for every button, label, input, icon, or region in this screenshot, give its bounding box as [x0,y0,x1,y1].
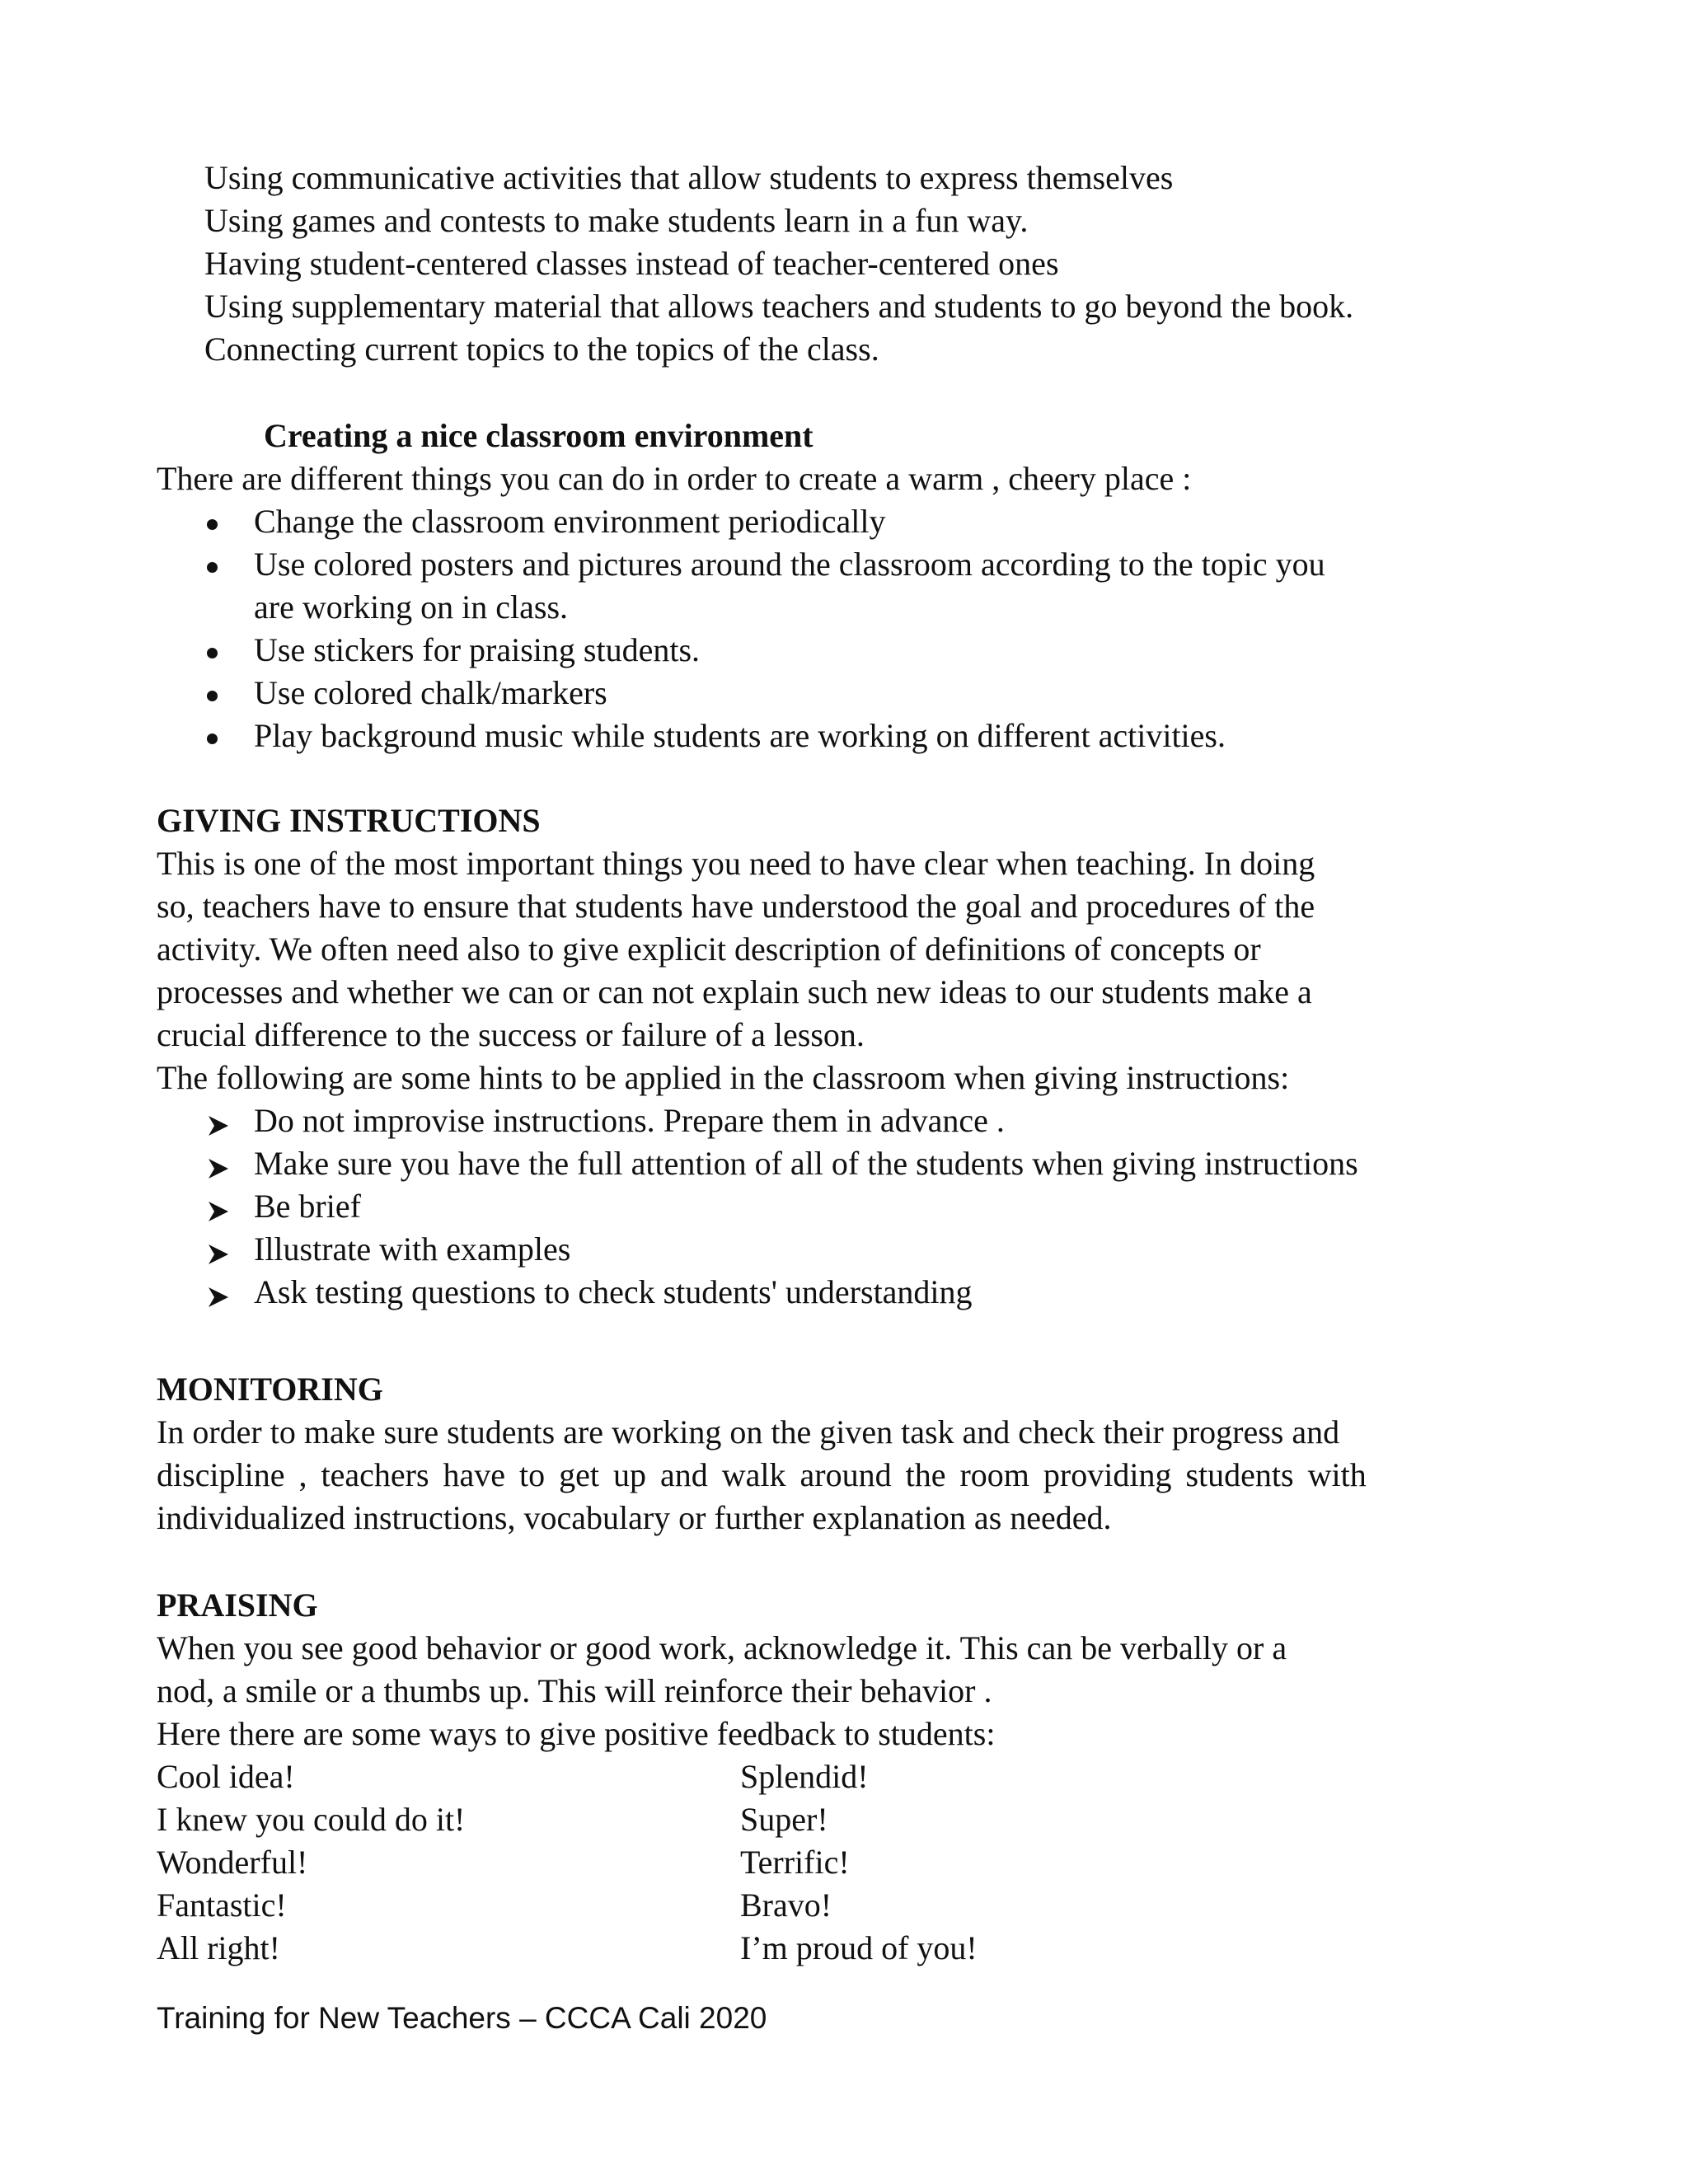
instruction-hint: Illustrate with examples [254,1230,571,1268]
intro-line: Connecting current topics to the topics of the class. [204,330,879,368]
praising-line: When you see good behavior or good work, acknowledge it. This can be verbally or a [157,1629,1287,1666]
bullet-dot-icon [207,648,218,658]
instructions-paragraph-line: This is one of the most important things you need to have clear when teaching. In doing [157,845,1315,882]
praising-line: Here there are some ways to give positive feedback to students: [157,1715,996,1752]
bullet-dot-icon [207,691,218,701]
feedback-phrase: Super! [740,1801,828,1838]
feedback-phrase: Cool idea! [157,1758,295,1795]
bullet-dot-icon [207,733,218,744]
intro-line: Using communicative activities that allow students to express themselves [204,159,1174,196]
instructions-paragraph-line: activity. We often need also to give explicit description of definitions of concepts or [157,930,1261,968]
environment-bullet: Use colored chalk/markers [254,674,607,711]
feedback-phrase: I’m proud of you! [740,1929,978,1966]
instruction-hint: Ask testing questions to check students' understanding [254,1273,973,1310]
arrowhead-bullet-icon [206,1242,231,1267]
feedback-phrase: Wonderful! [157,1844,308,1881]
environment-heading: Creating a nice classroom environment [264,417,814,454]
bullet-dot-icon [207,519,218,530]
arrowhead-bullet-icon [206,1113,231,1138]
instructions-paragraph-line: processes and whether we can or can not explain such new ideas to our students make a [157,973,1312,1010]
instruction-hint: Do not improvise instructions. Prepare them in advance . [254,1102,1005,1139]
arrowhead-bullet-icon [206,1156,231,1181]
bullet-dot-icon [207,562,218,573]
environment-bullet-continuation: are working on in class. [254,588,569,626]
instruction-hint: Make sure you have the full attention of all of the students when giving instructions [254,1145,1358,1182]
intro-line: Using games and contests to make students learn in a fun way. [204,202,1029,239]
environment-bullet: Play background music while students are working on different activities. [254,717,1226,754]
arrowhead-bullet-icon [206,1199,231,1224]
feedback-phrase: Terrific! [740,1844,850,1881]
environment-bullet: Use stickers for praising students. [254,631,701,668]
intro-line: Having student-centered classes instead of teacher-centered ones [204,245,1059,282]
praising-heading: PRAISING [157,1586,318,1624]
monitoring-heading: MONITORING [157,1371,383,1408]
feedback-phrase: Splendid! [740,1758,869,1795]
intro-line: Using supplementary material that allows teachers and students to go beyond the book. [204,288,1354,325]
instructions-paragraph-line: so, teachers have to ensure that students have understood the goal and procedures of the [157,888,1315,925]
monitoring-line: In order to make sure students are working on the given task and check their progress and [157,1413,1340,1451]
instruction-hint: Be brief [254,1188,361,1225]
feedback-phrase: All right! [157,1929,280,1966]
page-footer: Training for New Teachers – CCCA Cali 2020 [157,2001,767,2035]
environment-intro: There are different things you can do in order to create a warm , cheery place : [157,460,1192,497]
environment-bullet: Use colored posters and pictures around the classroom according to the topic you [254,546,1325,583]
monitoring-line: individualized instructions, vocabulary or further explanation as needed. [157,1499,1112,1536]
monitoring-line: discipline , teachers have to get up and walk around the room providing students with [157,1456,1367,1493]
arrowhead-bullet-icon [206,1285,231,1310]
feedback-phrase: Bravo! [740,1886,832,1924]
feedback-phrase: Fantastic! [157,1886,287,1924]
feedback-phrase: I knew you could do it! [157,1801,466,1838]
environment-bullet: Change the classroom environment periodically [254,503,886,540]
instructions-heading: GIVING INSTRUCTIONS [157,802,541,839]
praising-line: nod, a smile or a thumbs up. This will reinforce their behavior . [157,1672,992,1709]
instructions-paragraph-line: crucial difference to the success or failure of a lesson. [157,1016,865,1053]
instructions-paragraph-line: The following are some hints to be applied in the classroom when giving instructions: [157,1059,1290,1096]
